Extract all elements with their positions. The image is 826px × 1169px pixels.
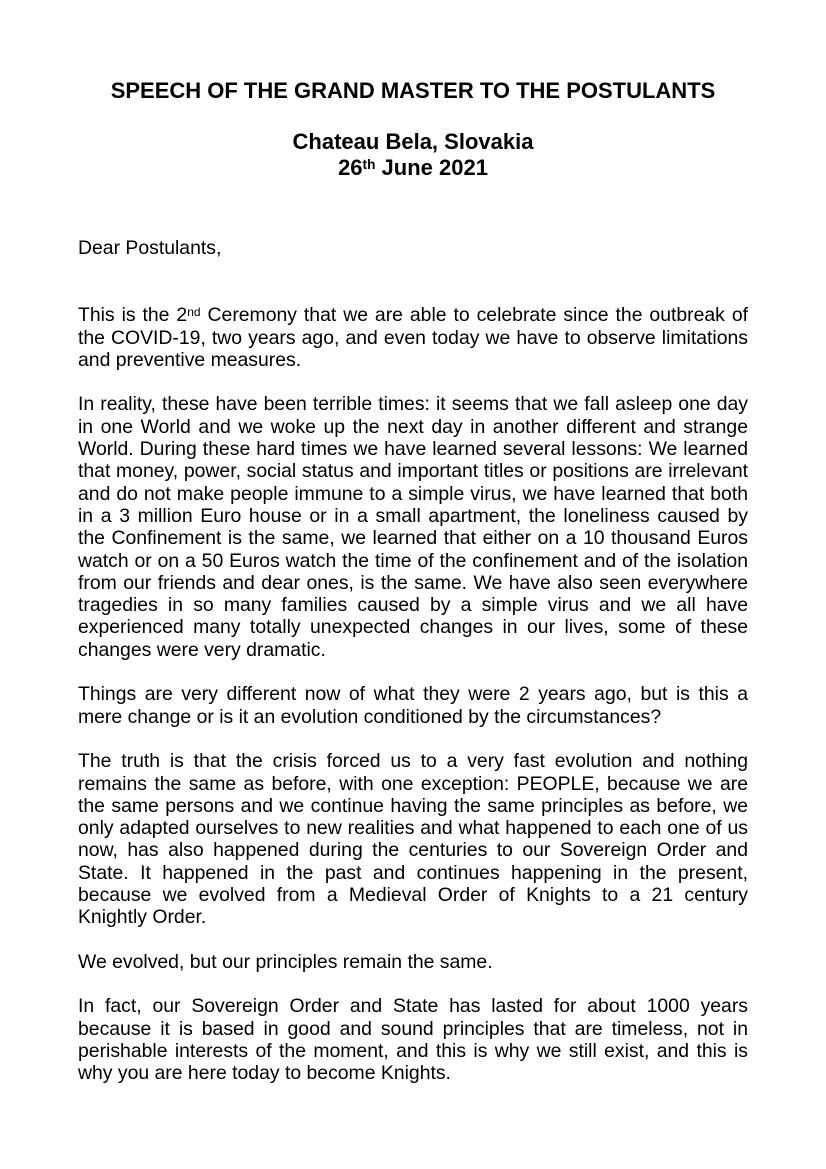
paragraph-1-ordinal-superscript: nd bbox=[187, 305, 201, 320]
paragraph-1 bbox=[78, 304, 748, 371]
date-day: 26 bbox=[338, 154, 363, 180]
paragraph-3: Things are very different now of what they were 2 years ago, but is this a mere change or is it an evolution conditioned by the circumstances? bbox=[78, 683, 748, 728]
document-title: SPEECH OF THE GRAND MASTER TO THE POSTULANTS bbox=[110, 78, 716, 103]
paragraph-2: In reality, these have been terrible times: it seems that we fall asleep one day in one World and we woke up the next day in another different and strange World. During these hard times we have learned several lessons: We learned that money, power, social status and important titles or positions are irrelevant and do not make people immune to a simple virus, we have learned that both in a 3 million Euro house or in a small apartment, the loneliness caused by the Confinement is the same, we learned that either on a 10 thousand Euros watch or on a 50 Euros watch the time of the confinement and of the isolation from our friends and dear ones, is the same. We have also seen everywhere tragedies in so many families caused by a simple virus and we all have experienced many totally unexpected changes in our lives, some of these changes were very dramatic. bbox=[78, 393, 748, 661]
date-rest: June 2021 bbox=[375, 154, 488, 180]
salutation: Dear Postulants, bbox=[78, 237, 222, 260]
paragraph-1-pre: This is the bbox=[78, 304, 177, 327]
date-ordinal-superscript: th bbox=[362, 157, 376, 173]
paragraph-6: In fact, our Sovereign Order and State has lasted for about 1000 years because it is based in good and sound principles that are timeless, not in perishable interests of the moment, and this is why we still exist, and this is why you are here today to become Knights. bbox=[78, 995, 748, 1085]
paragraph-5: We evolved, but our principles remain the same. bbox=[78, 950, 493, 973]
paragraph-1-number: 2 bbox=[176, 304, 188, 327]
document-location: Chateau Bela, Slovakia bbox=[292, 129, 534, 155]
document-date bbox=[78, 155, 748, 181]
paragraph-4: The truth is that the crisis forced us to a very fast evolution and nothing remains the same as before, with one exception: PEOPLE, because we are the same persons and we continue having the same principles as before, we only adapted ourselves to new realities and what happened to each one of us now, has also happened during the centuries to our Sovereign Order and State. It happened in the past and continues happening in the present, because we evolved from a Medieval Order of Knights to a 21 century Knightly Order. bbox=[78, 750, 748, 929]
paragraph-1-post: Ceremony that we are able to celebrate since the outbreak of the COVID-19, two years ago, and even today we have to observe limitations and preventive measures. bbox=[78, 304, 748, 371]
